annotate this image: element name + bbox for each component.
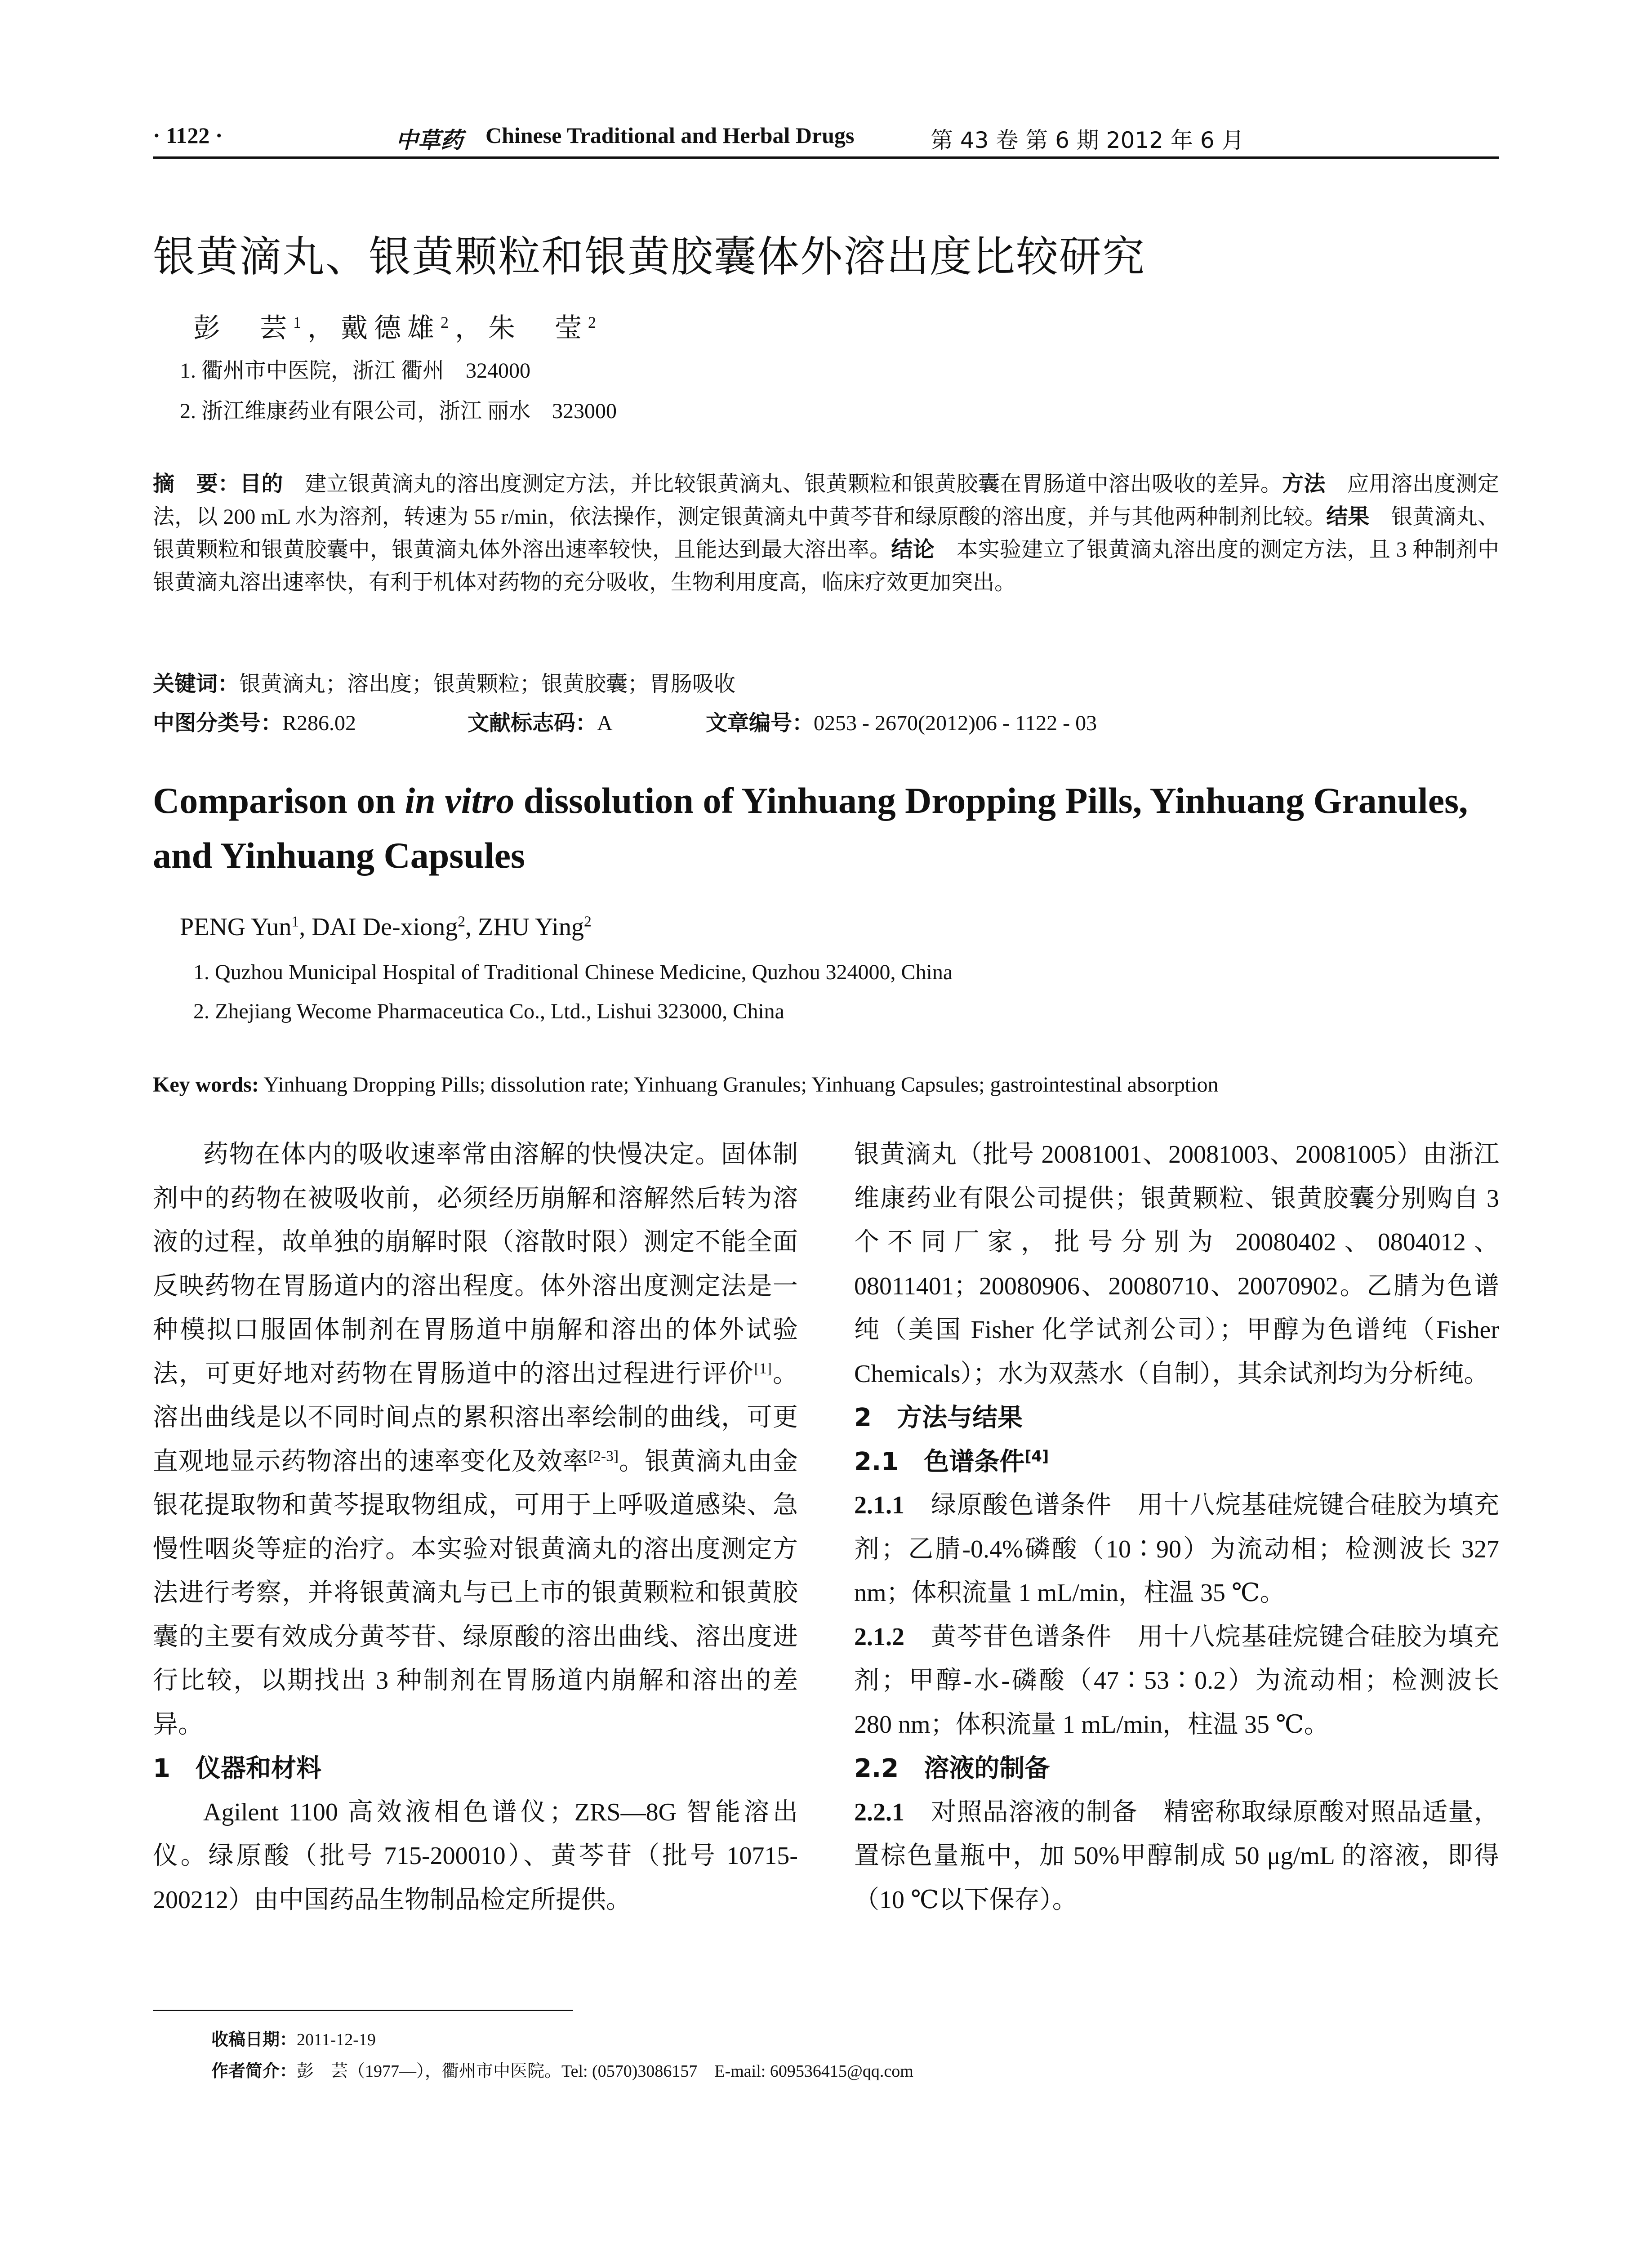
conclusion-text: 本实验建立了银黄滴丸溶出度的测定方法，且 3 种制剂中银黄滴丸溶出速率快，有利于机体对药物的充分吸收，生物利用度高，临床疗效更加突出。: [153, 538, 1499, 594]
clc-code: [153, 705, 356, 736]
author-note-label: 作者简介：: [211, 2061, 297, 2081]
abstract: [153, 468, 1499, 599]
author-note-text: 彭 芸（1977—），衢州市中医院。Tel: (0570)3086157 E-mail: 609536415@qq.com: [297, 2062, 913, 2081]
author-cn-1-sup: 1: [293, 313, 307, 331]
author-en-3-sup: 2: [583, 913, 592, 930]
author-cn-2-sup: 2: [441, 313, 455, 331]
title-en-part2: dissolution of Yinhuang Dropping Pills, Yinhuang Granules, and Yinhuang Capsules: [153, 780, 1468, 876]
intro-paragraph: [153, 1133, 798, 1747]
conclusion-label: 结论: [891, 537, 935, 562]
citation: [1]: [754, 1360, 772, 1377]
keywords-cn-text: 银黄滴丸；溶出度；银黄颗粒；银黄胶囊；胃肠吸收: [239, 672, 736, 696]
section-heading-2-1: [854, 1440, 1499, 1484]
citation: [2-3]: [588, 1447, 619, 1464]
body-column-left: [153, 1133, 798, 1922]
subsection-2-1-1-text: 绿原酸色谱条件 用十八烷基硅烷键合硅胶为填充剂；乙腈-0.4%磷酸（10∶90）为流动相；检测波长 327 nm；体积流量 1 mL/min，柱温 35 ℃。: [854, 1491, 1499, 1607]
affiliation-en-1: 1. Quzhou Municipal Hospital of Traditional Chinese Medicine, Quzhou 324000, China: [193, 960, 953, 984]
author-sep: ，: [455, 313, 488, 343]
heading-2-1-text: 2.1 色谱条件: [854, 1447, 1025, 1476]
received-label: 收稿日期：: [211, 2029, 297, 2049]
title-cn: 银黄滴丸、银黄颗粒和银黄胶囊体外溶出度比较研究: [153, 232, 1146, 281]
keywords-en: [153, 1072, 1218, 1097]
affiliation-en-2: 2. Zhejiang Wecome Pharmaceutica Co., Ltd., Lishui 323000, China: [193, 999, 784, 1023]
keywords-cn-label: 关键词：: [153, 671, 240, 696]
citation: [4]: [1024, 1447, 1049, 1465]
intro-text-b: 。溶出曲线是以不同时间点的累积溶出率绘制的曲线，可更直观地显示药物溶出的速率变化及效率: [153, 1360, 798, 1476]
section-heading-2: 2 方法与结果: [854, 1403, 1023, 1432]
results-label: 结果: [1326, 504, 1370, 529]
subsection-2-2-1-text: 对照品溶液的制备 精密称取绿原酸对照品适量，置棕色量瓶中，加 50%甲醇制成 50 μg/mL 的溶液，即得（10 ℃以下保存）。: [854, 1798, 1499, 1914]
authors-cn: [193, 307, 602, 345]
author-en-1-sup: 1: [291, 913, 299, 930]
subsection-2-2-1-label: 2.2.1: [854, 1798, 904, 1826]
author-en-3: , ZHU Ying: [465, 913, 584, 941]
author-sep: ，: [307, 313, 341, 343]
article-value: 0253 - 2670(2012)06 - 1122 - 03: [814, 711, 1097, 735]
page-number: · 1122 ·: [153, 123, 223, 148]
author-en-1: PENG Yun: [180, 913, 292, 941]
affiliation-cn-1: 1. 衢州市中医院，浙江 衢州 324000: [180, 359, 531, 383]
materials-paragraph: Agilent 1100 高效液相色谱仪；ZRS—8G 智能溶出仪。绿原酸（批号 715-200010）、黄芩苷（批号 10715-200212）由中国药品生物制品检定所提供。: [153, 1798, 798, 1914]
results-text: 银黄滴丸、银黄颗粒和银黄胶囊中，银黄滴丸体外溶出速率较快，且能达到最大溶出率。: [153, 505, 1499, 562]
authors-en: [180, 913, 592, 941]
intro-text-c: 。银黄滴丸由金银花提取物和黄芩提取物组成，可用于上呼吸道感染、急慢性咽炎等症的治疗。本实验对银黄滴丸的溶出度测定方法进行考察，并将银黄滴丸与已上市的银黄颗粒和银黄胶囊的主要有效成分黄芩苷、绿原酸的溶出曲线、溶出度进行比较，以期找出 3 种制剂在胃肠道内崩解和溶出的差异。: [153, 1447, 798, 1739]
subsection-2-1-2-text: 黄芩苷色谱条件 用十八烷基硅烷键合硅胶为填充剂；甲醇-水-磷酸（47∶53∶0.2）为流动相；检测波长 280 nm；体积流量 1 mL/min，柱温 35 ℃。: [854, 1623, 1499, 1739]
footnote-author: [211, 2057, 913, 2082]
affiliation-cn-2: 2. 浙江维康药业有限公司，浙江 丽水 323000: [180, 399, 617, 423]
materials-continued: 银黄滴丸（批号 20081001、20081003、20081005）由浙江维康药业有限公司提供；银黄颗粒、银黄胶囊分别购自 3 个不同厂家，批号分别为 20080402、0804012、08011401；20080906、20080710、20070902。乙腈为色谱纯（美国 Fisher 化学试剂公司）；甲醇为色谱纯（Fisher Chemicals）；水为双蒸水（自制），其余试剂均为分析纯。: [854, 1141, 1499, 1388]
received-date: 2011-12-19: [297, 2030, 376, 2049]
footnote-received: [211, 2025, 376, 2050]
author-cn-3-sup: 2: [588, 313, 602, 331]
running-header: [153, 118, 1501, 154]
title-en-part1: Comparison on: [153, 780, 405, 821]
keywords-en-text: Yinhuang Dropping Pills; dissolution rate; Yinhuang Granules; Yinhuang Capsules; gastrointestinal absorption: [258, 1073, 1219, 1097]
author-en-2-sup: 2: [458, 913, 466, 930]
article-label: 文章编号：: [706, 710, 814, 736]
objective-text: 建立银黄滴丸的溶出度测定方法，并比较银黄滴丸、银黄颗粒和银黄胶囊在胃肠道中溶出吸收的差异。: [283, 472, 1282, 496]
author-cn-3: 朱 莹: [488, 313, 588, 343]
abstract-label: 摘 要：: [153, 471, 240, 496]
author-en-2: , DAI De-xiong: [299, 913, 458, 941]
clc-value: R286.02: [282, 711, 356, 735]
body-column-right: [854, 1133, 1499, 1922]
issue-info: 第 43 卷 第 6 期 2012 年 6 月: [931, 127, 1244, 153]
objective-label: 目的: [240, 471, 283, 496]
author-cn-2: 戴德雄: [341, 313, 441, 343]
subsection-2-1-1: [854, 1484, 1499, 1615]
journal-name-cn: 中草药: [396, 127, 463, 153]
footnote-rule: [153, 2010, 573, 2011]
intro-text-a: 药物在体内的吸收速率常由溶解的快慢决定。固体制剂中的药物在被吸收前，必须经历崩解和溶解然后转为溶液的过程，故单独的崩解时限（溶散时限）测定不能全面反映药物在胃肠道内的溶出程度。体外溶出度测定法是一种模拟口服固体制剂在胃肠道中崩解和溶出的体外试验法，可更好地对药物在胃肠道中的溶出过程进行评价: [153, 1141, 798, 1388]
subsection-2-1-2: [854, 1615, 1499, 1747]
classification-row: [153, 705, 1499, 737]
subsection-2-1-1-label: 2.1.1: [854, 1491, 904, 1519]
doc-value: A: [597, 711, 613, 735]
article-number: [706, 705, 1097, 736]
document-code: [468, 705, 613, 736]
subsection-2-2-1: [854, 1791, 1499, 1922]
section-heading-2-2: 2.2 溶液的制备: [854, 1754, 1050, 1783]
author-cn-1: 彭 芸: [193, 313, 293, 343]
title-en: [153, 773, 1499, 883]
subsection-2-1-2-label: 2.1.2: [854, 1623, 904, 1651]
clc-label: 中图分类号：: [153, 710, 283, 736]
keywords-en-label: Key words:: [153, 1073, 259, 1097]
methods-text: 应用溶出度测定法，以 200 mL 水为溶剂，转速为 55 r/min，依法操作，测定银黄滴丸中黄芩苷和绿原酸的溶出度，并与其他两种制剂比较。: [153, 472, 1499, 529]
keywords-cn: [153, 666, 735, 697]
section-heading-1: 1 仪器和材料: [153, 1754, 321, 1783]
header-rule: [153, 156, 1499, 159]
doc-label: 文献标志码：: [468, 710, 597, 736]
journal-name-en: Chinese Traditional and Herbal Drugs: [485, 123, 855, 148]
title-en-italic: in vitro: [405, 780, 515, 821]
methods-label: 方法: [1282, 471, 1326, 496]
